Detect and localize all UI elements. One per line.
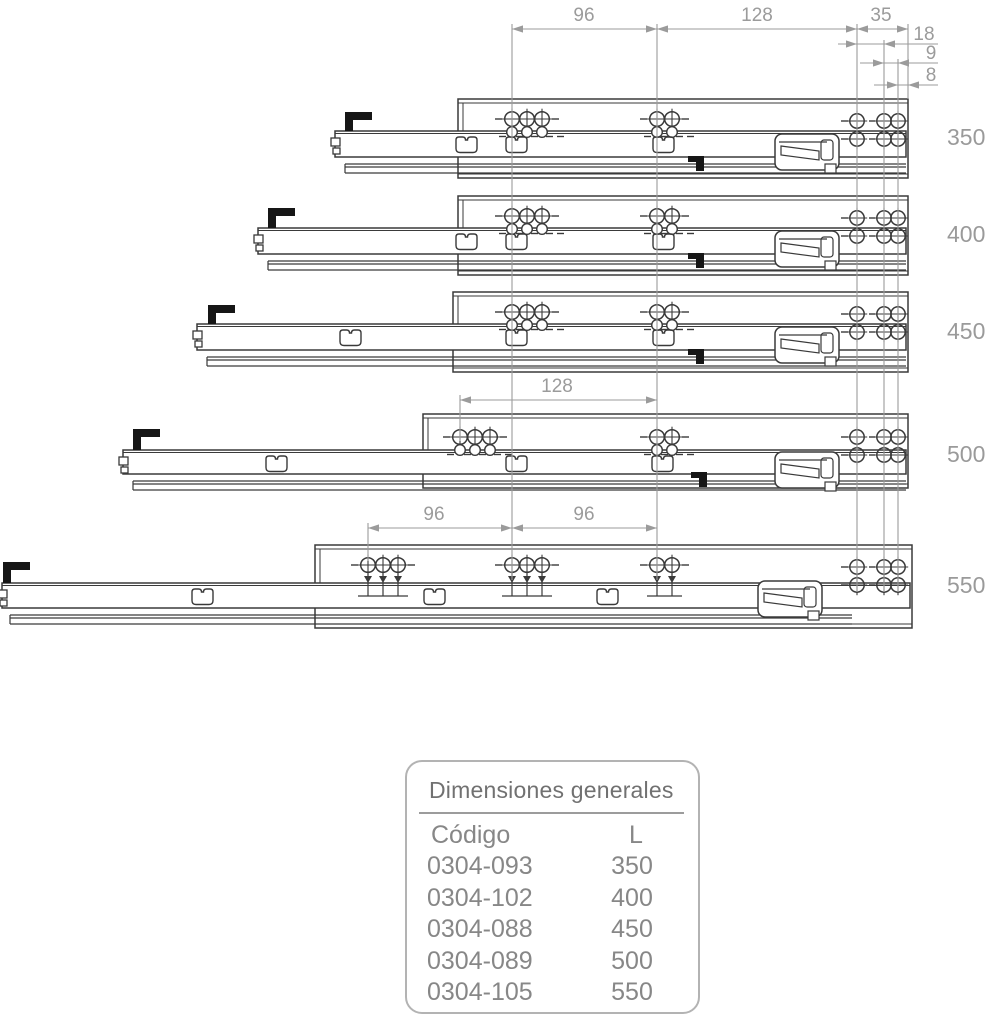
- dimension-128: [657, 5, 857, 33]
- rail-length-label: 500: [947, 441, 986, 467]
- dimension-label: 35: [870, 5, 892, 26]
- table-title: Dimensiones generales: [429, 777, 674, 803]
- length-cell: 400: [611, 883, 653, 912]
- rail-450: [193, 292, 985, 372]
- dimension-96: [512, 504, 657, 532]
- rail-length-label: 400: [947, 221, 986, 247]
- dimension-96: [368, 504, 512, 532]
- latch-detail: [775, 134, 839, 173]
- length-cell: 550: [611, 978, 653, 1007]
- table-row: [427, 914, 686, 945]
- dimension-18: [838, 24, 938, 48]
- rail-550: [0, 545, 985, 628]
- table-row: [427, 977, 686, 1008]
- table-row: [427, 883, 686, 914]
- dimension-label: 9: [925, 43, 937, 64]
- table-separator: [419, 812, 684, 814]
- code-cell: 0304-093: [427, 852, 533, 881]
- code-cell: 0304-088: [427, 915, 533, 944]
- length-cell: 500: [611, 946, 653, 975]
- dimension-label: 128: [741, 5, 773, 26]
- dimension-label: 128: [541, 376, 573, 397]
- code-cell: 0304-105: [427, 978, 533, 1007]
- rail-500: [119, 414, 985, 491]
- code-cell: 0304-089: [427, 946, 533, 975]
- dimension-label: 18: [913, 24, 935, 45]
- table-row: [427, 851, 686, 882]
- dimensions-table-panel: [405, 760, 700, 1014]
- dimension-35: [857, 5, 908, 33]
- rail-length-label: 550: [947, 572, 986, 598]
- latch-detail: [775, 452, 839, 491]
- dimension-label: 8: [925, 65, 937, 86]
- dimension-96: [512, 5, 657, 33]
- dimension-128: [460, 376, 657, 404]
- latch-detail: [775, 327, 839, 366]
- rail-length-label: 450: [947, 318, 986, 344]
- dimension-label: 96: [573, 5, 595, 26]
- code-cell: 0304-102: [427, 883, 533, 912]
- table-header-row: [427, 820, 686, 851]
- dimension-label: 96: [573, 504, 595, 525]
- column-header-codigo: Código: [431, 821, 511, 849]
- rail-length-label: 350: [947, 124, 986, 150]
- dimension-9: [860, 43, 938, 67]
- length-cell: 350: [611, 852, 653, 881]
- latch-detail: [758, 581, 822, 620]
- rail-400: [254, 196, 985, 275]
- latch-detail: [775, 231, 839, 270]
- length-cell: 450: [611, 915, 653, 944]
- column-header-l: L: [629, 821, 643, 849]
- dimension-label: 96: [423, 504, 445, 525]
- rail-350: [331, 99, 985, 178]
- table-row: [427, 946, 686, 977]
